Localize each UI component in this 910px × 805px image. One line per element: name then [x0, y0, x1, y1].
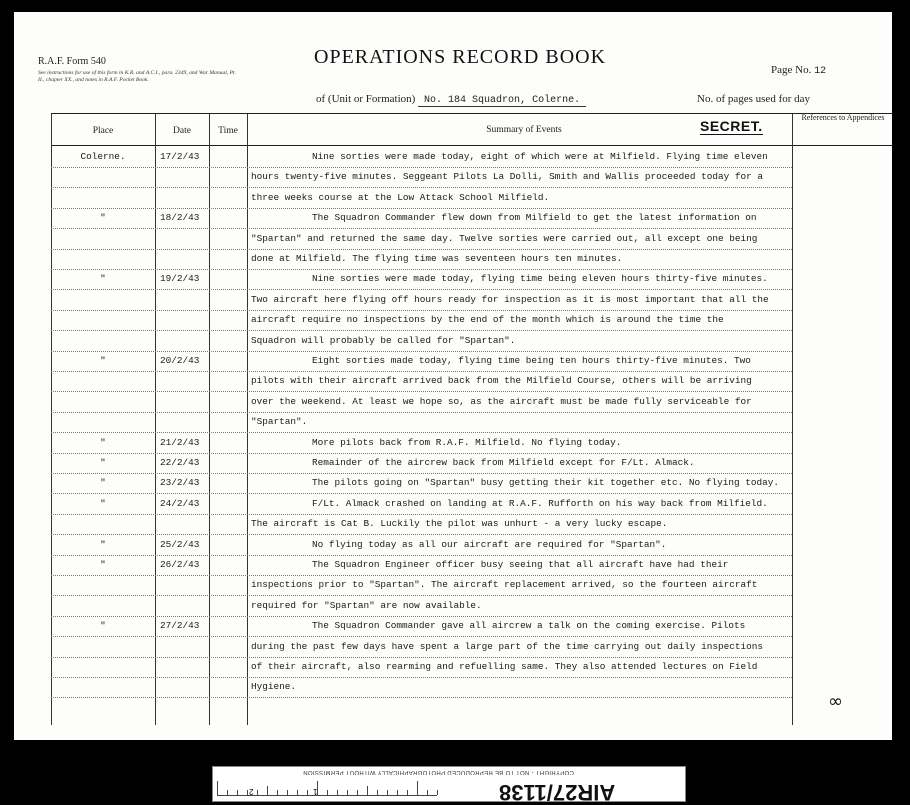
entry-text: required for "Spartan" are now available. — [251, 599, 482, 611]
unit-value: No. 184 Squadron, Colerne. — [418, 95, 586, 107]
entry-date: 17/2/43 — [160, 151, 200, 162]
archive-strip — [212, 766, 686, 805]
ruler-tick — [427, 790, 428, 795]
entry-text: three weeks course at the Low Attack School Milfield. — [251, 191, 550, 203]
ruler-tick — [237, 790, 238, 795]
ruler-tick — [277, 790, 278, 795]
page-number-label: Page No. — [771, 64, 812, 76]
entry-place: " — [100, 538, 106, 550]
page-number-value: 12 — [814, 66, 827, 77]
entry-place — [51, 372, 155, 390]
ruler-tick — [417, 781, 418, 795]
entry-place: Colerne. — [80, 151, 126, 162]
entry-text: Remainder of the aircrew back from Milfield except for F/Lt. Almack. — [312, 457, 695, 468]
end-mark: ∞ — [828, 691, 843, 712]
entry-date: 18/2/43 — [160, 212, 200, 224]
entry-place — [51, 597, 155, 615]
entry-place: " — [100, 559, 106, 570]
entry-date: 26/2/43 — [160, 559, 200, 570]
ruler-tick — [257, 790, 258, 795]
column-divider — [792, 114, 793, 725]
form-instructions: See instructions for use of this form in K.R. and A.C.I., para. 2349, and War Manual, Pt. II., chapter XX., and notes in R.A.F. Pocket Book. — [38, 70, 236, 83]
entry-text: Eight sorties made today, flying time being ten hours thirty-five minutes. Two — [312, 355, 751, 366]
entry-text: Squadron will probably be called for "Spartan". — [251, 334, 516, 346]
header-time: Time — [218, 126, 238, 136]
page-number — [771, 64, 826, 77]
entry-text: Nine sorties were made today, eight of which were at Milfield. Flying time eleven — [312, 151, 768, 162]
entry-text: Nine sorties were made today, flying time being eleven hours thirty-five minutes. — [312, 273, 768, 285]
entry-date: 19/2/43 — [160, 273, 200, 285]
ruler-tick — [247, 790, 248, 795]
entry-date: 20/2/43 — [160, 355, 200, 366]
entry-date: 23/2/43 — [160, 477, 200, 489]
ruler-tick — [267, 786, 268, 795]
secret-stamp: SECRET. — [700, 118, 763, 134]
ruler-tick — [407, 790, 408, 795]
header-summary: Summary of Events — [486, 125, 562, 135]
entry-text: over the weekend. At least we hope so, as the aircraft must be made fully serviceable for — [251, 395, 752, 407]
entry-text: "Spartan" and returned the same day. Twelve sorties were carried out, all except one being — [251, 232, 758, 244]
column-divider — [155, 114, 156, 725]
entry-place: " — [100, 477, 106, 489]
pages-used-label: No. of pages used for day — [697, 93, 811, 105]
page-title: OPERATIONS RECORD BOOK — [314, 46, 607, 68]
ruler-tick — [377, 790, 378, 795]
entry-place — [51, 658, 155, 676]
header-place: Place — [92, 126, 114, 136]
table-top-rule — [51, 113, 892, 114]
entry-date: 24/2/43 — [160, 497, 200, 509]
ruler-tick — [367, 786, 368, 795]
ruler-tick — [227, 790, 228, 795]
entry-text: "Spartan". — [251, 416, 308, 428]
entry-place — [51, 168, 155, 186]
entry-text: The Squadron Commander gave all aircrew a talk on the coming exercise. Pilots — [312, 620, 746, 632]
entry-text: The Squadron Engineer officer busy seeing that all aircraft have had their — [312, 559, 729, 570]
entry-text: The pilots going on "Spartan" busy getting their kit together etc. No flying today. — [312, 477, 779, 489]
ruler-tick — [287, 790, 288, 795]
entry-place — [51, 393, 155, 411]
ruler-mark: 2 — [249, 787, 254, 796]
copyright-notice: COPYRIGHT - NOT TO BE REPRODUCED PHOTOGRAPHICALLY WITHOUT PERMISSION — [303, 769, 574, 775]
entry-place: " — [100, 436, 106, 448]
ruler — [217, 775, 437, 796]
entry-text: The Squadron Commander flew down from Milfield to get the latest information on — [312, 212, 757, 224]
entry-text: The aircraft is Cat B. Luckily the pilot was unhurt - a very lucky escape. — [251, 518, 668, 530]
entry-date: 27/2/43 — [160, 620, 200, 632]
entry-text: Two aircraft here flying off hours ready for inspection as it is most important that all the — [251, 293, 769, 305]
entry-place — [51, 189, 155, 207]
entry-place — [51, 291, 155, 309]
column-divider — [209, 114, 210, 725]
ruler-tick — [357, 790, 358, 795]
entry-date: 21/2/43 — [160, 436, 200, 448]
column-divider — [247, 114, 248, 725]
ruler-tick — [347, 790, 348, 795]
entry-place — [51, 638, 155, 656]
entry-text: pilots with their aircraft arrived back from the Milfield Course, others will be arriving — [251, 375, 752, 387]
ruler-tick — [297, 790, 298, 795]
entry-place — [51, 311, 155, 329]
row-rule — [51, 677, 792, 678]
entry-text: F/Lt. Almack crashed on landing at R.A.F. Rufforth on his way back from Milfield. — [312, 497, 768, 509]
ruler-mark: 1 — [313, 787, 318, 796]
entry-place: " — [100, 212, 106, 224]
ruler-tick — [307, 790, 308, 795]
document-page — [14, 12, 892, 740]
entry-place: " — [100, 273, 106, 285]
ruler-tick — [327, 790, 328, 795]
entry-place — [51, 678, 155, 696]
entry-text: No flying today as all our aircraft are required for "Spartan". — [312, 538, 667, 550]
ruler-tick — [437, 790, 438, 795]
entry-place — [51, 515, 155, 533]
entry-text: aircraft require no inspections by the end of the month which is around the time the — [251, 314, 724, 326]
header-bottom-rule — [51, 145, 892, 146]
unit-label: of (Unit or Formation) — [316, 93, 416, 105]
entry-text: of their aircraft, also rearming and refuelling same. They also attended lectures on Field — [251, 661, 758, 672]
entry-place — [51, 413, 155, 431]
entry-text: done at Milfield. The flying time was seventeen hours ten minutes. — [251, 253, 623, 264]
entry-date: 25/2/43 — [160, 538, 200, 550]
entry-place: " — [100, 355, 106, 366]
entry-place: " — [100, 457, 106, 468]
unit-field — [316, 93, 586, 106]
entry-place — [51, 230, 155, 248]
entry-place — [51, 250, 155, 268]
form-number: R.A.F. Form 540 — [38, 56, 106, 67]
row-rule — [51, 697, 792, 698]
row-rule — [51, 412, 792, 413]
entry-date: 22/2/43 — [160, 457, 200, 468]
ruler-tick — [217, 781, 218, 795]
entry-text: Hygiene. — [251, 681, 297, 693]
header-date: Date — [173, 126, 191, 136]
entry-text: during the past few days have spent a large part of the time carrying out daily inspections — [251, 640, 763, 652]
entry-place — [51, 332, 155, 350]
ruler-tick — [397, 790, 398, 795]
entry-text: hours twenty-five minutes. Seggeant Pilots La Dolli, Smith and Wallis proceeded today for a — [251, 171, 763, 183]
archive-reference: AIR27/1138 — [499, 780, 616, 805]
entry-place — [51, 576, 155, 594]
entry-text: More pilots back from R.A.F. Milfield. No flying today. — [312, 436, 622, 448]
entry-place: " — [100, 620, 106, 632]
entry-place: " — [100, 497, 106, 509]
ruler-tick — [337, 790, 338, 795]
ruler-tick — [387, 790, 388, 795]
entry-text: inspections prior to "Spartan". The aircraft replacement arrived, so the fourteen aircraft — [251, 579, 758, 591]
header-references: References to Appendices — [801, 113, 885, 122]
